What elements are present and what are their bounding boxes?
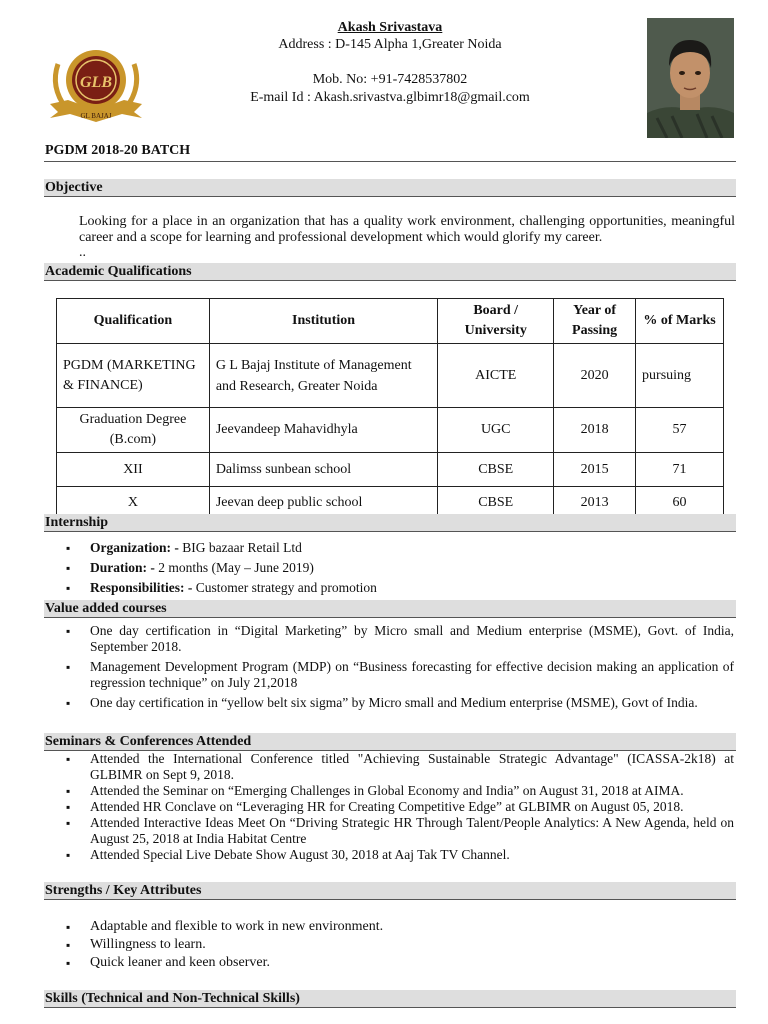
item-value: 2 months (May – June 2019) [154,560,314,575]
list-item: ▪ Willingness to learn. [44,936,734,954]
item-label: Duration: - [90,560,155,575]
table-row [57,344,724,408]
table-cell: Graduation Degree (B.com) [57,408,210,453]
item-label: Responsibilities: - [90,580,193,595]
list-item [44,538,734,558]
column-header: Year of Passing [554,299,636,344]
table-cell: CBSE [438,487,554,520]
address-line: Address : D-145 Alpha 1,Greater Noida [278,37,502,52]
item-value: BIG bazaar Retail Ltd [178,540,302,555]
table-cell: 71 [636,453,724,487]
section-seminars: Seminars & Conferences Attended [44,733,736,751]
section-courses: Value added courses [44,600,736,618]
list-item [44,558,734,578]
table-cell: Jeevandeep Mahavidhyla [209,408,437,453]
table-header-row [57,299,724,344]
courses-list [44,623,734,711]
list-item: ▪ Attended the International Conference titled "Achieving Sustainable Strategic Advantage" (ICASSA-2k18) at GLBIMR on Sept 9, 2018. [44,751,734,783]
mobile-line: Mob. No: +91-7428537802 [312,72,468,87]
table-cell: CBSE [438,453,554,487]
table-row [57,453,724,487]
internship-list [44,538,734,598]
qualifications-table [56,298,724,520]
seminars-list [44,751,734,863]
item-label: Organization: - [90,540,179,555]
table-cell: 60 [636,487,724,520]
column-header: Qualification [57,299,210,344]
table-cell: PGDM (MARKETING & FINANCE) [57,344,210,408]
item-value: Customer strategy and promotion [192,580,377,595]
table-cell: 2015 [554,453,636,487]
table-cell: 2013 [554,487,636,520]
list-item: ▪ Attended the Seminar on “Emerging Challenges in Global Economy and India” on August 31, 2018 at AIMA. [44,783,734,799]
table-cell: X [57,487,210,520]
table-cell: G L Bajaj Institute of Management and Research, Greater Noida [209,344,437,408]
list-item: ▪ One day certification in “yellow belt six sigma” by Micro small and Medium enterprise (MSME), Govt of India. [44,695,734,711]
profile-photo [647,18,734,138]
logo-caption: GL BAJAJ [80,112,112,120]
table-cell: 2018 [554,408,636,453]
list-item: ▪ Quick leaner and keen observer. [44,954,734,972]
table-cell: 57 [636,408,724,453]
candidate-name: Akash Srivastava [337,20,443,35]
table-cell: Dalimss sunbean school [209,453,437,487]
table-cell: XII [57,453,210,487]
list-item: ▪ Management Development Program (MDP) on “Business forecasting for effective decision making an application of regression technique” on July 21,2018 [44,659,734,691]
table-cell: UGC [438,408,554,453]
objective-text: Looking for a place in an organization that has a quality work environment, challenging opportunities, meaningful career and a scope for learning and professional development which would glorify my career. [79,214,735,245]
list-item: ▪ Attended HR Conclave on “Leveraging HR for Creating Competitive Edge” at GLBIMR on August 05, 2018. [44,799,734,815]
list-item [44,578,734,598]
email-line: E-mail Id : Akash.srivastva.glbimr18@gmail.com [250,90,530,105]
section-internship: Internship [44,514,736,532]
divider [44,161,736,162]
table-cell: 2020 [554,344,636,408]
list-item: ▪ Adaptable and flexible to work in new environment. [44,918,734,936]
table-row [57,408,724,453]
list-item: ▪ Attended Special Live Debate Show August 30, 2018 at Aaj Tak TV Channel. [44,847,734,863]
strengths-list [44,918,734,972]
table-cell: pursuing [636,344,724,408]
section-strengths: Strengths / Key Attributes [44,882,736,900]
section-skills: Skills (Technical and Non-Technical Skills) [44,990,736,1008]
section-objective: Objective [44,179,736,197]
table-cell: Jeevan deep public school [209,487,437,520]
column-header: Institution [209,299,437,344]
batch-label: PGDM 2018-20 BATCH [45,143,191,158]
college-logo [46,42,146,122]
column-header: Board / University [438,299,554,344]
list-item: ▪ Attended Interactive Ideas Meet On “Driving Strategic HR Through Talent/People Analytics: A New Agenda, held on August 25, 2018 at India Habitat Centre [44,815,734,847]
table-cell: AICTE [438,344,554,408]
section-academics: Academic Qualifications [44,263,736,281]
column-header: % of Marks [636,299,724,344]
logo-monogram: GLB [80,74,112,91]
list-item: ▪ One day certification in “Digital Marketing” by Micro small and Medium enterprise (MSME), Govt. of India, September 2018. [44,623,734,655]
objective-trail: .. [79,245,86,260]
